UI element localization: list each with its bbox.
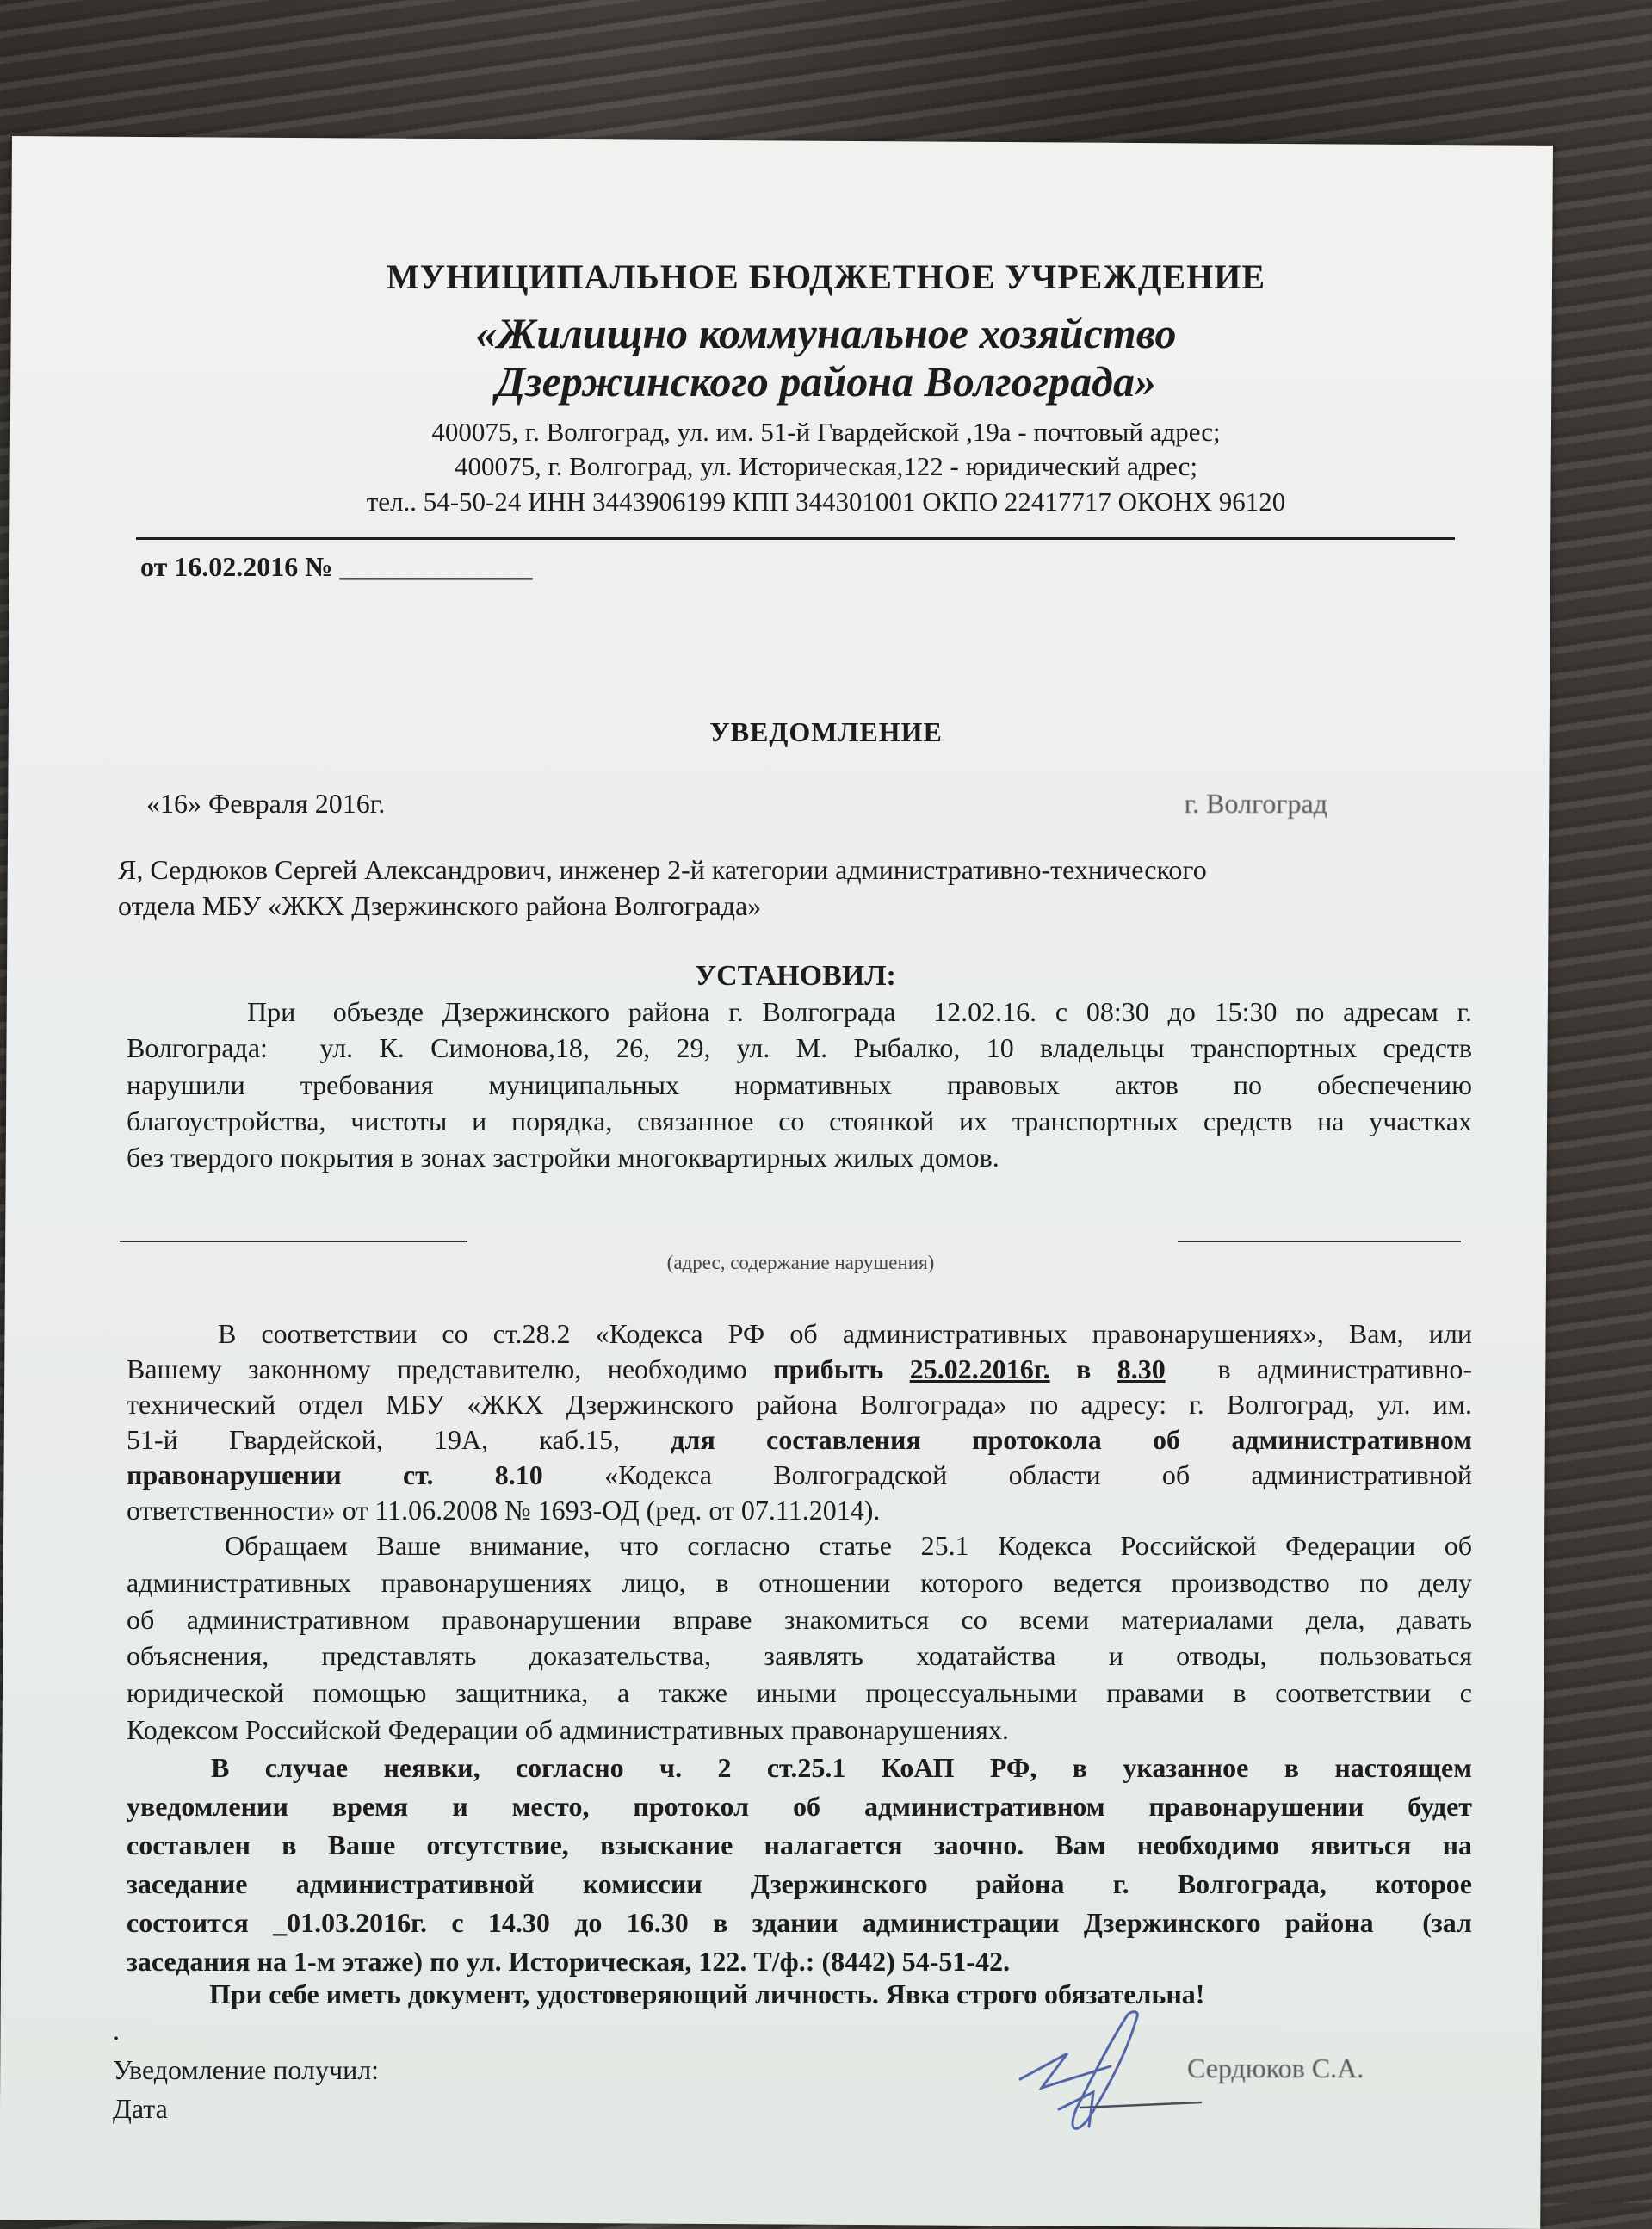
document-date: «16» Февраля 2016г. — [146, 788, 386, 819]
paragraph-line — [127, 1675, 1472, 1711]
text-segment: ответственности» от 11.06.2008 № 1693-ОД (ред. от 07.11.2014). — [127, 1495, 881, 1526]
document-reference: от 16.02.2016 № ______________ — [140, 551, 533, 582]
org-name-line-2: Дзержинского района Волгограда» — [496, 357, 1156, 406]
paragraph-line — [247, 994, 1472, 1030]
paragraph-line — [127, 1352, 1472, 1387]
paragraph-line — [127, 1458, 1472, 1493]
org-type: МУНИЦИПАЛЬНОЕ БЮДЖЕТНОЕ УЧРЕЖДЕНИЕ — [386, 257, 1265, 296]
signatory-name: Сердюков С.А. — [1187, 2053, 1364, 2083]
text-segment: 8.30 — [1117, 1353, 1166, 1384]
text-segment: благоустройства, чистоты и порядка, связанное со стоянкой их транспортных средств на участках — [127, 1105, 1472, 1136]
org-name-line-1: «Жилищно коммунальное хозяйство — [475, 309, 1177, 357]
text-segment: технический отдел МБУ «ЖКХ Дзержинского района Волгограда» по адресу: г. Волгоград, ул. им. — [127, 1389, 1472, 1420]
paragraph-line — [127, 1712, 1472, 1748]
text-segment: В случае неявки, согласно ч. 2 ст.25.1 КоАП РФ, в указанное в настоящем — [211, 1752, 1472, 1783]
paragraph-line — [127, 1905, 1472, 1941]
paragraph-line — [127, 1031, 1472, 1066]
header-divider — [136, 537, 1455, 540]
text-segment: 25.02.2016г. — [909, 1353, 1050, 1384]
text-segment: в административно- — [1165, 1353, 1473, 1384]
text-segment: административных правонарушениях лицо, в отношении которого ведется производство по делу — [127, 1566, 1472, 1598]
paragraph-line — [127, 1944, 1472, 1979]
text-segment: составлен в Ваше отсутствие, взыскание налагается заочно. Вам необходимо явиться на — [127, 1830, 1472, 1861]
text-segment: В соответствии со ст.28.2 «Кодекса РФ об административных правонарушениях», Вам, или — [218, 1318, 1472, 1349]
legal-address: 400075, г. Волгоград, ул. Историческая,122 - юридический адрес; — [454, 451, 1198, 481]
id-required-notice: При себе иметь документ, удостоверяющий личность. Явка строго обязательна! — [209, 1978, 1205, 2009]
text-segment: прибыть — [773, 1353, 910, 1384]
violation-line-left — [120, 1241, 467, 1242]
text-segment: При объезде Дзержинского района г. Волгограда 12.02.16. с 08:30 до 15:30 по адресам г. — [247, 996, 1472, 1027]
text-segment: объяснения, представлять доказательства, заявлять ходатайства и отводы, пользоваться — [127, 1640, 1472, 1672]
text-segment: без твердого покрытия в зонах застройки многоквартирных жилых домов. — [127, 1142, 999, 1173]
established-heading: УСТАНОВИЛ: — [695, 960, 896, 992]
paragraph-line — [127, 1565, 1472, 1601]
paragraph-line — [127, 1828, 1472, 1863]
text-segment: правонарушении ст. 8.10 — [127, 1459, 543, 1490]
text-segment: Волгограда: ул. К. Симонова,18, 26, 29, ул. М. Рыбалко, 10 владельцы транспортных средств — [127, 1032, 1472, 1064]
text-segment: «Кодекса Волгоградской области об административной — [542, 1459, 1473, 1490]
author-line-2: отдела МБУ «ЖКХ Дзержинского района Волгограда» — [118, 890, 762, 921]
violation-line-right — [1178, 1241, 1461, 1242]
text-segment: юридической помощью защитника, а также иными процессуальными правами в соответствии с — [127, 1677, 1472, 1709]
paragraph-line — [127, 1387, 1472, 1422]
postal-address: 400075, г. Волгоград, ул. им. 51-й Гвардейской ,19а - почтовый адрес; — [431, 417, 1221, 447]
document-title: УВЕДОМЛЕНИЕ — [709, 716, 943, 747]
signature — [1007, 2006, 1214, 2152]
paragraph-line — [127, 1493, 1472, 1528]
author-line-1: Я, Сердюков Сергей Александрович, инженер 2-й категории административно-технического — [118, 854, 1207, 885]
paragraph-line — [127, 1602, 1472, 1638]
received-label: Уведомление получил: — [113, 2054, 380, 2085]
text-segment: Вашему законному представителю, необходимо — [127, 1353, 774, 1384]
text-segment: заседания на 1-м этаже) по ул. Историческая, 122. Т/ф.: (8442) 54-51-42. — [127, 1946, 1011, 1977]
text-segment: об административном правонарушении вправе знакомиться со всеми материалами дела, давать — [127, 1603, 1472, 1635]
paragraph-line — [211, 1750, 1472, 1786]
text-segment: 51-й Гвардейской, 19А, каб.15, — [127, 1424, 671, 1455]
paragraph-line — [127, 1867, 1472, 1902]
text-segment: состоится _01.03.2016г. с 14.30 до 16.30 в здании администрации Дзержинского района (зал — [127, 1907, 1472, 1938]
date-label: Дата — [113, 2093, 168, 2124]
text-segment: Кодексом Российской Федерации об административных правонарушениях. — [127, 1714, 1009, 1745]
stray-dot: . — [113, 2015, 120, 2046]
paragraph-line — [127, 1104, 1472, 1139]
violation-caption: (адрес, содержание нарушения) — [666, 1252, 935, 1273]
paragraph-line — [225, 1528, 1472, 1563]
text-segment: для составления протокола об административном — [671, 1424, 1473, 1455]
text-segment: Обращаем Ваше внимание, что согласно статье 25.1 Кодекса Российской Федерации об — [225, 1530, 1472, 1561]
document-city: г. Волгоград — [1184, 788, 1327, 819]
paragraph-line — [218, 1316, 1472, 1352]
paragraph-line — [127, 1140, 1472, 1175]
paragraph-line — [127, 1638, 1472, 1674]
paragraph-line — [127, 1789, 1472, 1824]
paragraph-line — [127, 1068, 1472, 1103]
requisites: тел.. 54-50-24 ИНН 3443906199 КПП 344301001 ОКПО 22417717 ОКОНХ 96120 — [366, 486, 1286, 517]
text-segment: нарушили требования муниципальных нормативных правовых актов по обеспечению — [127, 1068, 1472, 1100]
text-segment: уведомлении время и место, протокол об административном правонарушении будет — [127, 1791, 1472, 1822]
text-segment: в — [1049, 1353, 1117, 1384]
text-segment: заседание административной комиссии Дзержинского района г. Волгограда, которое — [127, 1868, 1472, 1899]
paragraph-line — [127, 1422, 1472, 1458]
